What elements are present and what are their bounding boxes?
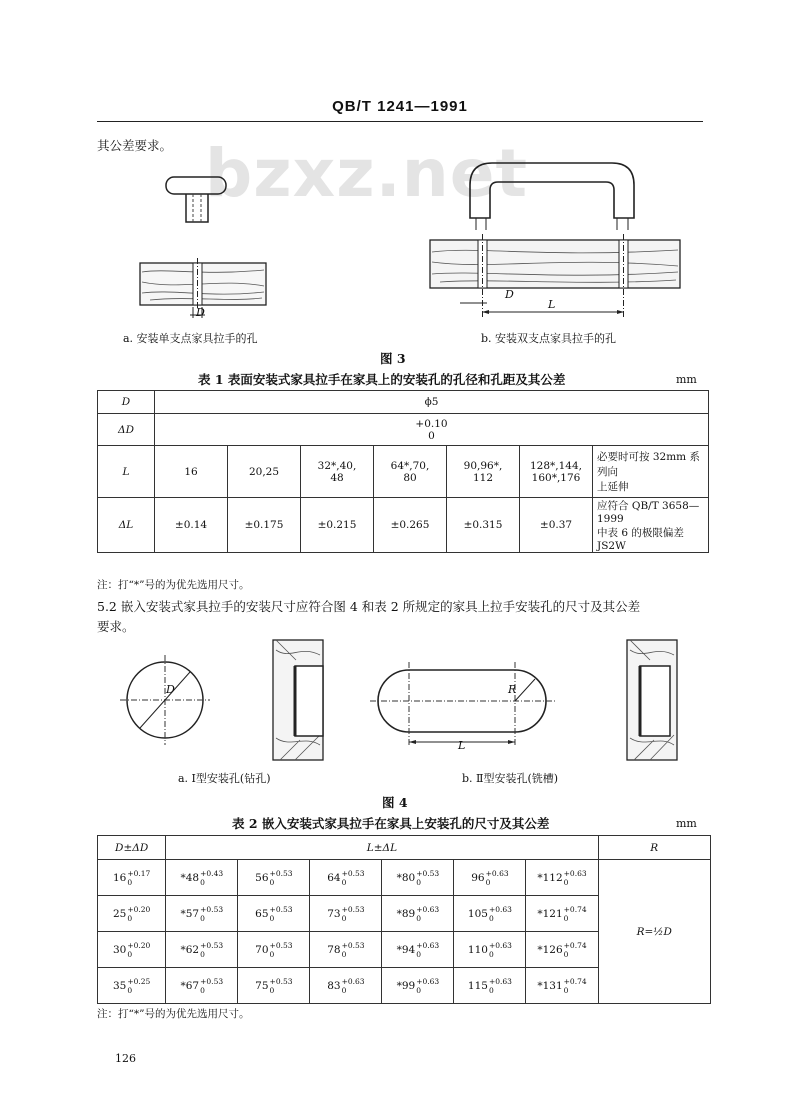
t2-l-value: *80 — [396, 871, 416, 884]
t1-dd-upper: +0.10 — [415, 417, 448, 430]
t2-d-upper: +0.20 — [127, 904, 151, 914]
table2-title: 表 2 嵌入安装式家具拉手在家具上安装孔的尺寸及其公差 — [232, 816, 550, 831]
t1-l-line: 64*,70, — [390, 459, 430, 472]
t2-l-value: *67 — [180, 979, 200, 992]
t2-l-cell — [238, 932, 310, 968]
t1-l-cell — [374, 446, 447, 498]
t2-d-upper: +0.20 — [127, 940, 151, 950]
t2-l-cell — [526, 860, 598, 896]
t2-l-cell — [238, 896, 310, 932]
t2-l-lower: 0 — [563, 877, 569, 887]
t2-l-lower: 0 — [269, 913, 275, 923]
t2-d-value: 30 — [112, 943, 127, 956]
t2-l-lower: 0 — [488, 913, 494, 923]
t2-l-lower: 0 — [488, 949, 494, 959]
section52-line1: 5.2 嵌入安装式家具拉手的安装尺寸应符合图 4 和表 2 所规定的家具上拉手安装孔的尺寸及其公差 — [97, 599, 641, 614]
t1-l-line: 128*,144, — [529, 459, 582, 472]
t2-head-r: R — [598, 836, 710, 860]
table2 — [97, 835, 711, 1004]
t2-l-value: 65 — [255, 907, 269, 920]
t2-l-upper: +0.63 — [416, 904, 440, 914]
t2-l-upper: +0.53 — [269, 940, 293, 950]
t1-label-dd: ΔD — [98, 414, 155, 446]
t2-l-lower: 0 — [341, 949, 347, 959]
fig4-label-r: R — [508, 683, 517, 696]
t2-l-cell — [166, 896, 238, 932]
t2-d-cell — [98, 932, 166, 968]
t2-d-upper: +0.25 — [127, 976, 151, 986]
t2-l-upper: +0.63 — [485, 868, 509, 878]
t2-l-upper: +0.63 — [341, 976, 365, 986]
t1-l-note — [593, 446, 709, 498]
t1-dl-cell: ±0.265 — [374, 498, 447, 553]
t1-l-cell — [447, 446, 520, 498]
t2-l-lower: 0 — [416, 877, 421, 887]
t1-dl-cell: ±0.175 — [228, 498, 301, 553]
t2-l-value: *99 — [396, 979, 416, 992]
t1-dl-cell: ±0.37 — [520, 498, 593, 553]
t2-l-upper: +0.63 — [488, 940, 512, 950]
t2-l-value: 105 — [467, 907, 488, 920]
t1-dl-note — [593, 498, 709, 553]
t2-d-lower: 0 — [127, 877, 133, 887]
fig3-label-l-b: L — [548, 298, 556, 311]
fig3-caption-a: a. 安装单支点家具拉手的孔 — [123, 332, 258, 345]
t2-l-upper: +0.53 — [416, 868, 440, 878]
t1-dl-note-line: 中表 6 的极限偏差 JS2W — [597, 527, 684, 552]
t1-l-line: 90,96*, — [463, 459, 503, 472]
t2-l-upper: +0.53 — [200, 940, 224, 950]
t2-l-upper: +0.53 — [341, 940, 365, 950]
t2-l-value: 70 — [255, 943, 269, 956]
t1-label-d: D — [98, 391, 155, 414]
t2-d-value: 35 — [112, 979, 127, 992]
t2-l-cell — [166, 968, 238, 1004]
t2-l-value: 115 — [467, 979, 488, 992]
table1 — [97, 390, 709, 553]
t1-label-dl: ΔL — [98, 498, 155, 553]
t2-l-lower: 0 — [200, 877, 205, 887]
t2-l-upper: +0.53 — [269, 904, 293, 914]
t2-l-value: *131 — [537, 979, 563, 992]
t2-d-value: 25 — [112, 907, 127, 920]
t1-d-value: ϕ5 — [155, 391, 709, 414]
t2-l-value: *48 — [180, 871, 200, 884]
t2-l-cell — [526, 932, 598, 968]
t1-l-line: 160*,176 — [531, 471, 581, 484]
fig4-caption-b: b. Ⅱ型安装孔(铣槽) — [462, 772, 559, 785]
t2-l-lower: 0 — [488, 985, 494, 995]
t2-l-upper: +0.63 — [488, 904, 512, 914]
t2-l-lower: 0 — [416, 949, 421, 959]
t1-l-cell: 16 — [155, 446, 228, 498]
t2-l-cell — [382, 932, 454, 968]
t2-d-value: 16 — [112, 871, 127, 884]
t1-label-l: L — [98, 446, 155, 498]
t2-d-lower: 0 — [127, 949, 133, 959]
t2-d-cell — [98, 860, 166, 896]
t2-d-cell — [98, 896, 166, 932]
t1-dd-value — [155, 414, 709, 446]
t2-l-upper: +0.63 — [488, 976, 512, 986]
t2-l-lower: 0 — [416, 985, 421, 995]
t2-head-d: D±ΔD — [98, 836, 166, 860]
t2-d-lower: 0 — [127, 913, 133, 923]
t2-l-value: 56 — [255, 871, 269, 884]
table1-title: 表 1 表面安装式家具拉手在家具上的安装孔的孔径和孔距及其公差 — [198, 372, 566, 387]
t2-l-cell — [454, 860, 526, 896]
fig4-caption-a: a. Ⅰ型安装孔(钻孔) — [178, 772, 271, 785]
t2-l-lower: 0 — [200, 949, 205, 959]
t1-l-line: 上延伸 — [597, 481, 629, 493]
table1-unit: mm — [676, 373, 697, 386]
page-number: 126 — [115, 1052, 136, 1065]
t2-l-cell — [454, 932, 526, 968]
t2-l-lower: 0 — [269, 985, 275, 995]
fig4-title: 图 4 — [382, 795, 408, 810]
t2-d-cell — [98, 968, 166, 1004]
t2-r-formula: R=½D — [598, 860, 710, 1004]
t2-d-lower: 0 — [127, 985, 133, 995]
t2-l-lower: 0 — [563, 949, 569, 959]
t1-dl-note-line: 应符合 QB/T 3658—1999 — [597, 500, 700, 525]
t1-dl-cell: ±0.14 — [155, 498, 228, 553]
t2-l-lower: 0 — [269, 877, 275, 887]
t2-l-cell — [382, 896, 454, 932]
t1-l-cell — [301, 446, 374, 498]
section52-line2: 要求。 — [97, 619, 135, 634]
t2-l-lower: 0 — [341, 985, 347, 995]
t2-l-upper: +0.53 — [269, 868, 293, 878]
t2-l-upper: +0.74 — [563, 904, 587, 914]
t2-l-upper: +0.63 — [416, 976, 440, 986]
t2-l-value: 78 — [327, 943, 341, 956]
t2-l-value: 64 — [327, 871, 341, 884]
t2-l-upper: +0.74 — [563, 940, 587, 950]
t2-l-value: 96 — [471, 871, 485, 884]
t2-l-value: *112 — [537, 871, 563, 884]
t2-l-cell — [310, 860, 382, 896]
t1-l-cell — [520, 446, 593, 498]
t2-l-upper: +0.63 — [563, 868, 587, 878]
t2-l-lower: 0 — [485, 877, 491, 887]
t2-l-lower: 0 — [200, 913, 205, 923]
t2-l-cell — [310, 896, 382, 932]
t2-l-upper: +0.53 — [269, 976, 293, 986]
fig3-label-d-a: D — [196, 306, 205, 319]
t2-l-upper: +0.53 — [341, 904, 365, 914]
t1-l-line: 32*,40, — [317, 459, 357, 472]
t2-l-value: 75 — [255, 979, 269, 992]
fig4-label-d: D — [166, 683, 175, 696]
t2-l-value: *89 — [396, 907, 416, 920]
t2-l-cell — [382, 860, 454, 896]
t1-l-line: 112 — [472, 471, 494, 484]
t2-l-cell — [238, 968, 310, 1004]
t2-l-upper: +0.53 — [200, 904, 224, 914]
table2-footnote: 注：打“*”号的为优先选用尺寸。 — [97, 1008, 250, 1020]
t2-head-l: L±ΔL — [166, 836, 598, 860]
t2-l-value: *126 — [537, 943, 563, 956]
watermark: bzxz.net — [205, 135, 529, 212]
t2-l-upper: +0.53 — [200, 976, 224, 986]
t2-l-value: *57 — [180, 907, 200, 920]
t2-l-value: 110 — [467, 943, 488, 956]
t2-l-value: *121 — [537, 907, 563, 920]
t2-l-lower: 0 — [341, 877, 347, 887]
t2-l-value: *62 — [180, 943, 200, 956]
t1-l-line: 必要时可按 32mm 系列向 — [597, 451, 700, 478]
t2-l-cell — [526, 968, 598, 1004]
t2-l-cell — [310, 968, 382, 1004]
table2-unit: mm — [676, 817, 697, 830]
t2-l-lower: 0 — [269, 949, 275, 959]
t2-l-cell — [166, 932, 238, 968]
t2-l-value: 73 — [327, 907, 341, 920]
t1-dl-cell: ±0.315 — [447, 498, 520, 553]
t1-l-cell: 20,25 — [228, 446, 301, 498]
t2-l-cell — [166, 860, 238, 896]
table1-footnote: 注：打“*”号的为优先选用尺寸。 — [97, 579, 250, 591]
t2-l-lower: 0 — [200, 985, 205, 995]
fig3-label-d-b: D — [505, 288, 514, 301]
standard-header: QB/T 1241—1991 — [332, 98, 468, 115]
t2-l-upper: +0.53 — [341, 868, 365, 878]
t2-l-value: 83 — [327, 979, 341, 992]
t1-dd-lower: 0 — [428, 429, 435, 442]
t1-l-line: 48 — [330, 471, 344, 484]
fig4-label-l: L — [458, 739, 466, 752]
t2-l-lower: 0 — [563, 913, 569, 923]
t2-l-cell — [454, 896, 526, 932]
t2-l-lower: 0 — [341, 913, 347, 923]
t2-l-lower: 0 — [416, 913, 421, 923]
intro-text: 其公差要求。 — [97, 138, 173, 153]
t2-l-upper: +0.63 — [416, 940, 440, 950]
t2-l-cell — [526, 896, 598, 932]
t2-l-cell — [310, 932, 382, 968]
t2-l-lower: 0 — [563, 985, 569, 995]
t2-l-cell — [454, 968, 526, 1004]
t2-l-cell — [238, 860, 310, 896]
t2-l-value: *94 — [396, 943, 416, 956]
t1-dl-cell: ±0.215 — [301, 498, 374, 553]
fig3-caption-b: b. 安装双支点家具拉手的孔 — [481, 332, 617, 345]
fig3-title: 图 3 — [380, 351, 406, 366]
t2-l-upper: +0.43 — [200, 868, 224, 878]
t2-l-upper: +0.74 — [563, 976, 587, 986]
t2-l-cell — [382, 968, 454, 1004]
t1-l-line: 80 — [403, 471, 417, 484]
t2-d-upper: +0.17 — [127, 868, 151, 878]
